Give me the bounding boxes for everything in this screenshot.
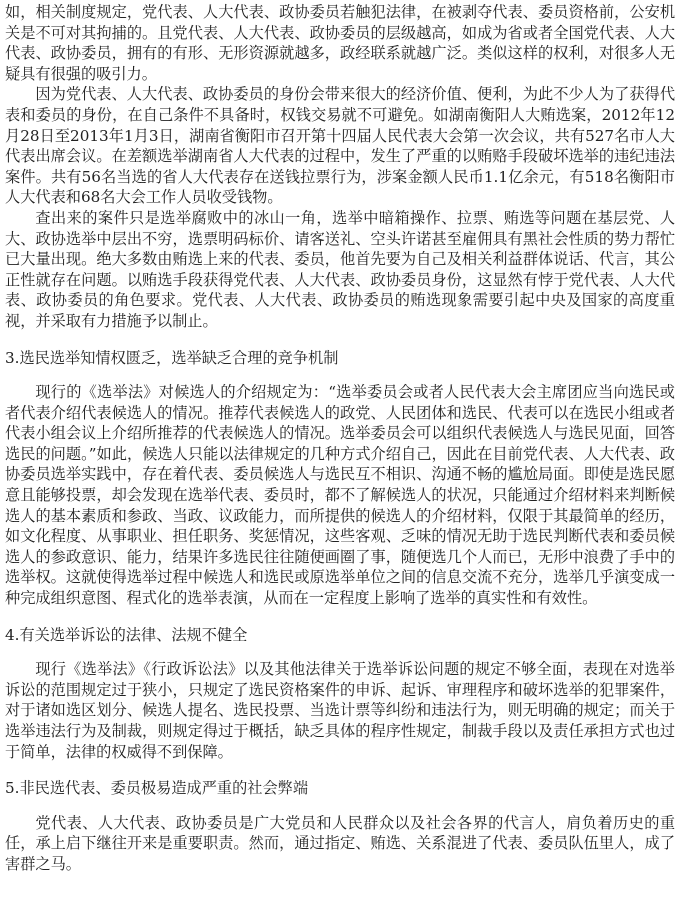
- section-heading-4: 4.有关选举诉讼的法律、法规不健全: [5, 625, 248, 644]
- paragraph-deputy-privileges: 如，相关制度规定，党代表、人大代表、政协委员若触犯法律，在被剥夺代表、委员资格前，公安机关是不可对其拘捕的。且党代表、人大代表、政协委员的层级越高，如成为省或者全国党代表、人大代表、政协委员，拥有的有形、无形资源就越多，政经联系就越广泛。类似这样的权利，对很多人无疑具有很强的吸引力。: [5, 3, 675, 83]
- section-heading-5: 5.非民选代表、委员极易造成严重的社会弊端: [5, 779, 309, 798]
- section-heading-3: 3.选民选举知情权匮乏，选举缺乏合理的竞争机制: [5, 348, 339, 367]
- paragraph-non-elected-deputies: 党代表、人大代表、政协委员是广大党员和人民群众以及社会各界的代言人，肩负着历史的重任，承上启下继往开来是重要职责。然而，通过指定、贿选、关系混进了代表、委员队伍里人，成了害群之马。: [5, 813, 675, 873]
- paragraph-hengyang-bribery-case: 因为党代表、人大代表、政协委员的身份会带来很大的经济价值、便利，为此不少人为了获得代表和委员的身份，在自己条件不具备时，权钱交易就不可避免。如湖南衡阳人大贿选案，2012年12月28日至2013年1月3日，湖南省衡阳市召开第十四届人民代表大会第一次会议，共有527名市人大代表出席会议。在差额选举湖南省人大代表的过程中，发生了严重的以贿赂手段破坏选举的违纪违法案件。共有56名当选的省人大代表存在送钱拉票行为，涉案金额人民币1.1亿余元，有518名衡阳市人大代表和68名大会工作人员收受钱物。: [5, 85, 675, 207]
- paragraph-election-corruption: 查出来的案件只是选举腐败中的冰山一角，选举中暗箱操作、拉票、贿选等问题在基层党、人大、政协选举中层出不穷，选票明码标价、请客送礼、空头许诺甚至雇佣具有黑社会性质的势力帮忙已大量出现。绝大多数由贿选上来的代表、委员，他首先要为自己及相关利益群体说话、代言，其公正性就存在问题。以贿选手段获得党代表、人大代表、政协委员身份，这显然有悖于党代表、人大代表、政协委员的角色要求。党代表、人大代表、政协委员的贿选现象需要引起中央及国家的高度重视，并采取有力措施予以制止。: [5, 208, 675, 330]
- paragraph-candidate-introduction: 现行的《选举法》对候选人的介绍规定为：“选举委员会或者人民代表大会主席团应当向选民或者代表介绍代表候选人的情况。推荐代表候选人的政党、人民团体和选民、代表可以在选民小组或者代表小组会议上介绍所推荐的代表候选人的情况。选举委员会可以组织代表候选人与选民见面，回答选民的问题。”如此，候选人只能以法律规定的几种方式介绍自己，因此在目前党代表、人大代表、政协委员选举实践中，存在着代表、委员候选人与选民互不相识、沟通不畅的尴尬局面。即使是选民愿意且能够投票，却会发现在选举代表、委员时，都不了解候选人的状况，只能通过介绍材料来判断候选人的基本素质和参政、当政、议政能力，而所提供的候选人的介绍材料，仅限于其最简单的经历，如文化程度、从事职业、担任职务、奖惩情况，这些客观、乏味的情况无助于选民判断代表和委员候选人的参政意识、能力，结果许多选民往往随便画圈了事，随便选几个人而已，无形中浪费了手中的选举权。这就使得选举过程中候选人和选民或原选举单位之间的信息交流不充分，选举几乎演变成一种完成组织意图、程式化的选举表演，从而在一定程度上影响了选举的真实性和有效性。: [5, 383, 675, 608]
- paragraph-election-litigation: 现行《选举法》《行政诉讼法》以及其他法律关于选举诉讼问题的规定不够全面，表现在对选举诉讼的范围规定过于狭小，只规定了选民资格案件的申诉、起诉、审理程序和破坏选举的犯罪案件，对于诸如选区划分、候选人提名、选民投票、当选计票等纠纷和违法行为，则无明确的规定；而关于选举违法行为及制裁，则规定得过于概括，缺乏具体的程序性规定，制裁手段以及责任承担方式也过于简单，法律的权威得不到保障。: [5, 660, 675, 761]
